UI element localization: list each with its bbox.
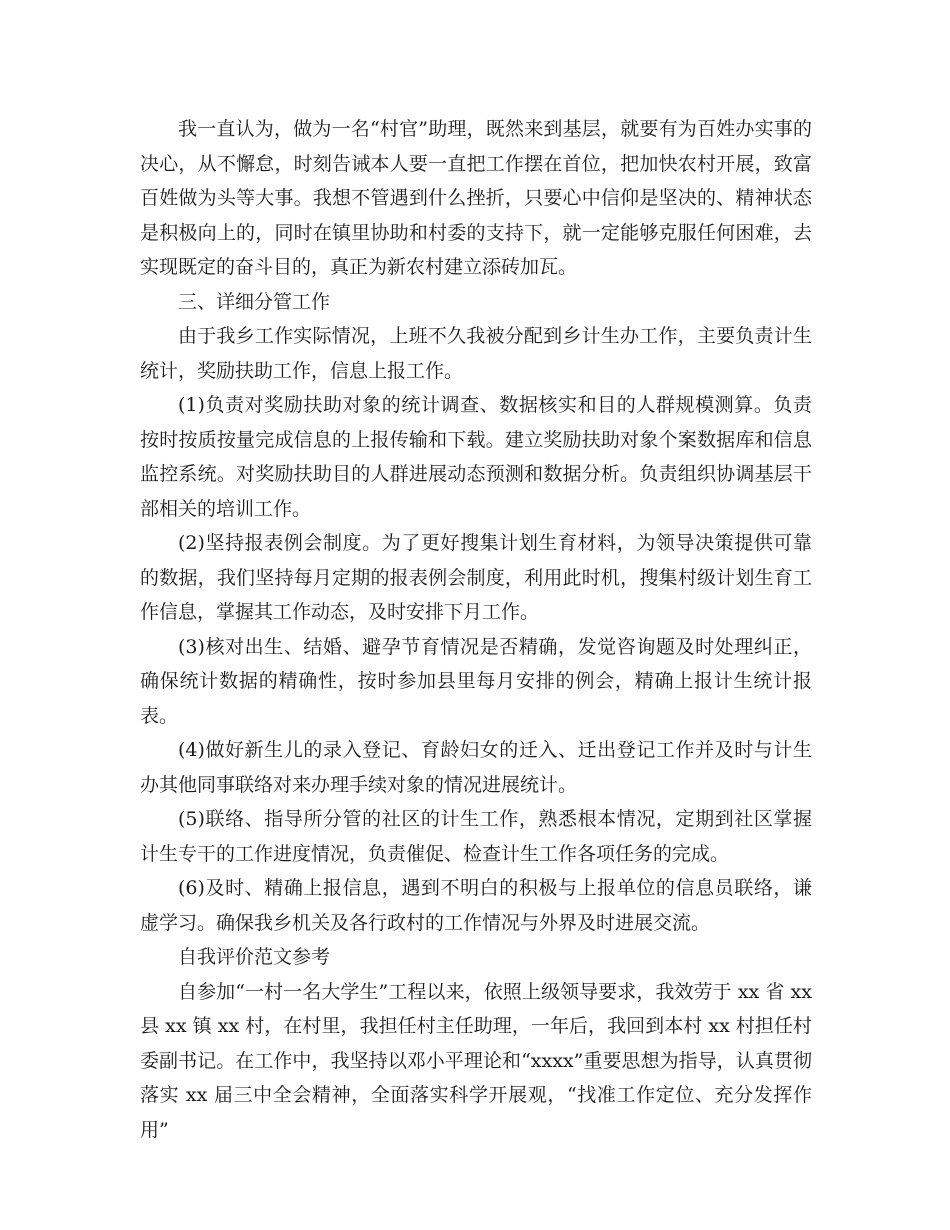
paragraph-duty-5: (5)联络、指导所分管的社区的计生工作，熟悉根本情况，定期到社区掌握计生专干的工作进度情况，负责催促、检查计生工作各项任务的完成。 bbox=[140, 808, 812, 865]
paragraph-duty-4: (4)做好新生儿的录入登记、育龄妇女的迁入、迁出登记工作并及时与计生办其他同事联络对来办理手续对象的情况进展统计。 bbox=[140, 739, 812, 796]
paragraph-village-official-resolve: 我一直认为，做为一名“村官”助理，既然来到基层，就要有为百姓办实事的决心，从不懈怠，时刻告诫本人要一直把工作摆在首位，把加快农村开展，致富百姓做为头等大事。我想不管遇到什么挫折，只要心中信仰是坚决的、精神状态是积极向上的，同时在镇里协助和村委的支持下，就一定能够克服任何困难，去实现既定的奋斗目的，真正为新农村建立添砖加瓦。 bbox=[140, 118, 812, 278]
paragraph-self-evaluation: 自参加“一村一名大学生”工程以来，依照上级领导要求，我效劳于 xx 省 xx 县 xx 镇 xx 村，在村里，我担任村主任助理，一年后，我回到本村 xx 村担任村委副书记。在工作中，我坚持以邓小平理论和“xxxx”重要思想为指导，认真贯彻落实 xx 届三中全会精神，全面落实科学开展观，“找准工作定位、充分发挥作用” bbox=[140, 980, 812, 1141]
section-heading-duties: 三、详细分管工作 bbox=[178, 290, 331, 313]
paragraph-duty-6: (6)及时、精确上报信息，遇到不明白的积极与上报单位的信息员联络，谦虚学习。确保我乡机关及各行政村的工作情况与外界及时进展交流。 bbox=[140, 877, 812, 934]
paragraph-duty-1: (1)负责对奖励扶助对象的统计调查、数据核实和目的人群规模测算。负责按时按质按量完成信息的上报传输和下载。建立奖励扶助对象个案数据库和信息监控系统。对奖励扶助目的人群进展动态预测和数据分析。负责组织协调基层干部相关的培训工作。 bbox=[140, 394, 812, 520]
paragraph-assignment: 由于我乡工作实际情况，上班不久我被分配到乡计生办工作，主要负责计生统计，奖励扶助工作，信息上报工作。 bbox=[140, 325, 812, 382]
paragraph-duty-3: (3)核对出生、结婚、避孕节育情况是否精确，发觉咨询题及时处理纠正，确保统计数据的精确性，按时参加县里每月安排的例会，精确上报计生统计报表。 bbox=[140, 635, 812, 727]
section-heading-self-evaluation: 自我评价范文参考 bbox=[178, 946, 331, 968]
paragraph-duty-2: (2)坚持报表例会制度。为了更好搜集计划生育材料，为领导决策提供可靠的数据，我们坚持每月定期的报表例会制度，利用此时机，搜集村级计划生育工作信息，掌握其工作动态，及时安排下月工作。 bbox=[140, 532, 812, 623]
document-body bbox=[140, 112, 812, 1147]
